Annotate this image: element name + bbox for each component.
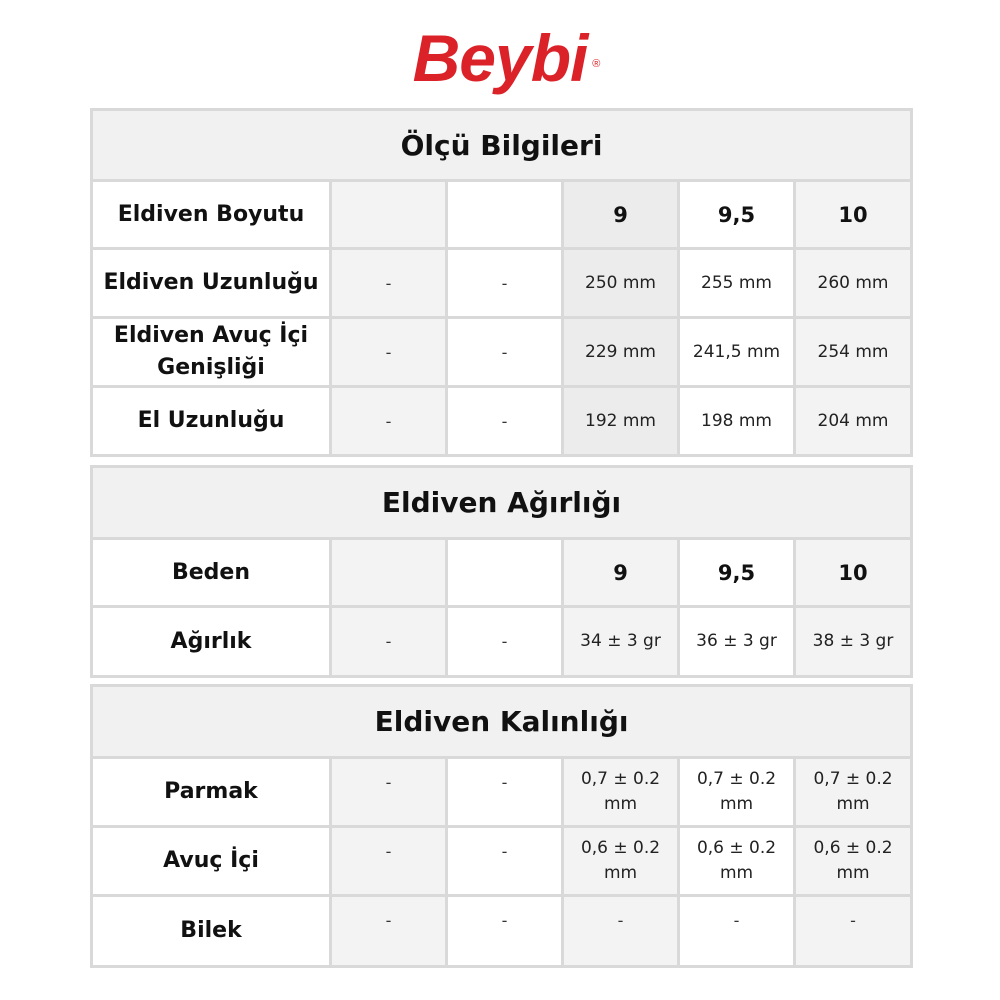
thickness-cell: - (331, 896, 447, 967)
size-info-cell: - (447, 249, 563, 318)
size-info-cell: - (331, 249, 447, 318)
weight-cell: 36 ± 3 gr (679, 607, 795, 677)
size-info-cell (447, 181, 563, 249)
weight-size-header: 9 (563, 539, 679, 607)
thickness-cell: 0,7 ± 0.2 mm (679, 758, 795, 827)
brand-logo-text (412, 21, 600, 95)
weight-row-label: Beden (92, 539, 331, 607)
thickness-cell: 0,7 ± 0.2 mm (795, 758, 912, 827)
size-info-row-label: El Uzunluğu (92, 387, 331, 456)
size-info-row-label: Eldiven Avuç İçi Genişliği (92, 318, 331, 387)
size-info-table (90, 108, 913, 457)
size-info-cell: 229 mm (563, 318, 679, 387)
thickness-cell: - (331, 758, 447, 827)
size-info-cell: 192 mm (563, 387, 679, 456)
size-info-cell: 198 mm (679, 387, 795, 456)
size-info-cell: 204 mm (795, 387, 912, 456)
weight-row-label: Ağırlık (92, 607, 331, 677)
thickness-cell: 0,6 ± 0.2 mm (563, 827, 679, 896)
size-info-cell: 250 mm (563, 249, 679, 318)
thickness-title: Eldiven Kalınlığı (92, 686, 912, 758)
weight-cell: - (447, 607, 563, 677)
size-info-cell: 260 mm (795, 249, 912, 318)
weight-title: Eldiven Ağırlığı (92, 467, 912, 539)
size-info-size-header: 9,5 (679, 181, 795, 249)
weight-cell: 38 ± 3 gr (795, 607, 912, 677)
size-info-cell: 255 mm (679, 249, 795, 318)
weight-table (90, 465, 913, 678)
size-info-cell: - (331, 387, 447, 456)
thickness-cell: 0,7 ± 0.2 mm (563, 758, 679, 827)
thickness-cell: - (447, 896, 563, 967)
brand-logo (0, 22, 1000, 94)
size-info-row-label: Eldiven Uzunluğu (92, 249, 331, 318)
size-info-cell: 254 mm (795, 318, 912, 387)
thickness-cell: - (447, 758, 563, 827)
size-info-row-label: Eldiven Boyutu (92, 181, 331, 249)
weight-cell (447, 539, 563, 607)
thickness-row-label: Parmak (92, 758, 331, 827)
size-info-size-header: 9 (563, 181, 679, 249)
thickness-cell: - (447, 827, 563, 896)
registered-mark: ® (592, 58, 600, 70)
thickness-table (90, 684, 913, 968)
thickness-cell: - (795, 896, 912, 967)
weight-cell: - (331, 607, 447, 677)
weight-cell (331, 539, 447, 607)
size-info-cell: - (447, 387, 563, 456)
brand-name: Beybi (412, 21, 588, 95)
size-info-size-header: 10 (795, 181, 912, 249)
size-info-title: Ölçü Bilgileri (92, 110, 912, 181)
weight-cell: 34 ± 3 gr (563, 607, 679, 677)
thickness-cell: - (331, 827, 447, 896)
thickness-cell: - (679, 896, 795, 967)
size-info-cell (331, 181, 447, 249)
weight-size-header: 10 (795, 539, 912, 607)
thickness-cell: - (563, 896, 679, 967)
thickness-cell: 0,6 ± 0.2 mm (795, 827, 912, 896)
thickness-row-label: Avuç İçi (92, 827, 331, 896)
weight-size-header: 9,5 (679, 539, 795, 607)
thickness-row-label: Bilek (92, 896, 331, 967)
size-info-cell: 241,5 mm (679, 318, 795, 387)
thickness-cell: 0,6 ± 0.2 mm (679, 827, 795, 896)
size-info-cell: - (447, 318, 563, 387)
size-info-cell: - (331, 318, 447, 387)
